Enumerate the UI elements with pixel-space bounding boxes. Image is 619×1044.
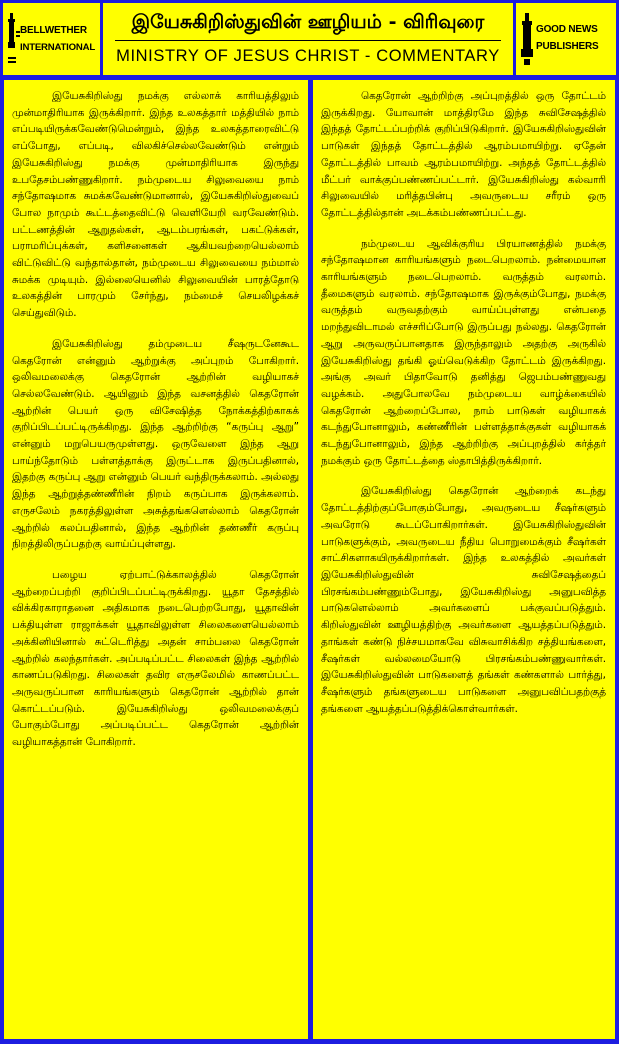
left-paragraph-1: இயேசுகிறிஸ்து நமக்கு எல்லாக் காரியத்திலும் முன்மாதிரியாக இருக்கிறார். இந்த உலகத்தார் மத்தியில் நாம் எப்படியிருக்கவேண்டுமென்றும், இந்த உலகத்தாரைவிட்டு எப்போது, எப்படி, விலகிச்செல்லவேண்டும் என்றும் இயேசுகிறிஸ்து நமக்கு முன்மாதிரியாக இருந்து உபதேசம்பண்ணுகிறார். நம்முடைய சிலுவையை நாம் சந்தோஷமாக சுமக்கவேண்டுமானால், இயேசுகிறிஸ்துவைப் போல நாமும் கூட்டத்தைவிட்டு வெளியேறி வரவேண்டும். பட்டணத்தின் ஆறுதல்கள், ஆடம்பரங்கள், பகட்டுக்கள், பராமரிப்புக்கள், களிசனைகள் ஆகியவற்றையெல்லாம் விட்டுவிட்டு வந்தால்தான், நம்முடைய சிலுவையை நம்மால் சுமக்க முடியும். இல்லையெனில் சிலுவையின் பாரத்தோடு உலகத்தின் பாரமும் சேர்ந்து, நம்மைச் செயலிழக்கச் செய்துவிடும். <box>12 90 299 320</box>
good-news-logo-mark <box>521 13 611 67</box>
good-news-logo-line2: PUBLISHERS <box>536 41 599 52</box>
title-box <box>103 3 513 75</box>
left-paragraph-2: இயேசுகிறிஸ்து தம்முடைய சீஷருடனேகூட கெதரோன் என்னும் ஆற்றுக்கு அப்புறம் போகிறார். ஒலிவமலைக்கு கெதரோன் ஆற்றின் வழியாகச் செல்லவேண்டும். ஆயினும் இந்த வசனத்தில் கெதரோன் ஆற்றின் பெயர் ஒரு விசேஷித்த நோக்கத்திற்காகக் குறிப்பிடப்பட்டிருக்கிறது. இந்த ஆற்றிற்கு “கருப்பு ஆறு” என்னும் மறுபெயருமுள்ளது. ஒருவேளை இந்த ஆறு பாய்ந்தோடும் பள்ளத்தாக்கு இருட்டாக இருப்பதினால், இதற்கு கருப்பு ஆறு என்னும் பெயர் வந்திருக்கலாம். அல்லது இந்த ஆற்றுத்தண்ணீரின் நிறம் கருப்பாக இருக்கலாம். எருசலேம் நகரத்திலுள்ள அசுத்தங்களெல்லாம் கெதரோன் ஆற்றில் கலப்பதினால், இந்த ஆற்றின் தண்ணீர் கருப்பு நிறத்திலிருப்பதற்கு வாய்ப்புள்ளது. <box>12 337 299 551</box>
bellwether-logo-line1: BELLWETHER <box>20 25 87 36</box>
right-paragraph-3: இயேசுகிறிஸ்து கெதரோன் ஆற்றைக் கடந்து தோட்டத்திற்குப்போகும்போது, அவருடைய சீஷர்களும் அவரோடு கூடப்போகிறார்கள். இயேசுகிறிஸ்துவின் பாடுகளுக்கும், அவருடைய நீதிய பொறுமைக்கும் சீஷர்கள் சாட்சிகளாகயிருக்கிறார்கள். இந்த உலகத்தில் அவர்கள் இயேசுகிறிஸ்துவின் சுவிசேஷத்தைப் பிரசங்கம்பண்ணும்போது, இயேசுகிறிஸ்து அனுபவித்த பாடுகளெல்லாம் அவர்களைப் பக்குவப்படுத்தும். கிறிஸ்துவின் ஊழியத்திற்கு அவர்களை ஆயத்தப்படுத்தும். தாங்கள் கண்டு நிச்சயமாகவே விசுவாசிக்கிற சத்தியங்களை, சீஷர்கள் வல்லமையோடு பிரசங்கம்பண்ணுவார்கள். இயேசுகிறிஸ்துவின் பாடுகளைத் தங்கள் கண்களால் பார்த்து, சீஷர்களும் தங்களுடைய பாடுகளை அனுபவிப்பதற்குத் தங்களை ஆயத்தப்படுத்திக்கொள்வார்கள். <box>321 485 606 715</box>
good-news-logo <box>516 3 616 75</box>
left-column <box>4 80 308 1039</box>
page-title-tamil: இயேசுகிறிஸ்துவின் ஊழியம் - விரிவுரை <box>131 11 485 33</box>
right-paragraph-2: நம்முடைய ஆவிக்குரிய பிரயாணத்தில் நமக்கு சந்தோஷமான காரியங்களும் நடைபெறலாம். நன்மையான காரியங்களும் நடைபெறலாம். வருத்தம் வரலாம். தீமைகளும் வரலாம். சந்தோஷமாக இருக்கும்போது, நமக்கு வருத்தம் வருவதற்கும் வாய்ப்புள்ளது என்பதை மறந்துவிடாமல் எச்சரிப்போடு இருப்பது நல்லது. கெதரோன் ஆறு அருவருப்பானதாக இருந்தாலும் அதற்கு அருகில் இயேசுகிறிஸ்து தங்கி ஓய்வெடுக்கிற தோட்டம் இருக்கிறது. அங்கு அவர் பிதாவோடு தனித்து ஜெபம்பண்ணுவது வழக்கம். அதுபோலவே நம்முடைய வாழ்க்கையில் கெதரோன் ஆற்றைப்போல, நாம் பாடுகள் வழியாகக் கடந்துபோனாலும், கண்ணீரின் பள்ளத்தாக்குகள் வழியாகக் கடந்துபோனாலும், இந்த ஆற்றிற்கு அப்புறத்தில் கர்த்தர் நமக்கும் ஒரு தோட்டத்தை ஸ்தாபித்திருக்கிறார். <box>321 237 606 467</box>
bellwether-logo <box>3 3 100 75</box>
left-paragraph-3: பழைய ஏற்பாட்டுக்காலத்தில் கெதரோன் ஆற்றைப்பற்றி குறிப்பிடப்பட்டிருக்கிறது. யூதா தேசத்தில் விக்கிரகாராதனை அதிகமாக நடைபெற்றபோது, யூதாவின் பக்தியுள்ள ராஜாக்கள் யூதாவிலுள்ள சிலைகளையெல்லாம் அக்கினியினால் சுட்டெரித்து அதன் சாம்பலை கெதரோன் ஆற்றில் கலந்தார்கள். அப்படிப்பட்ட சிலைகள் இந்த ஆற்றில் காணப்படுகிறது. சிலைகள் தவிர எருசலேமில் காணப்பட்ட அருவருப்பான காரியங்களும் கெதரோன் ஆற்றில் தான் கொட்டப்படும். இயேசுகிறிஸ்து ஒலிவமலைக்குப் போகும்போது அப்படிப்பட்ட கெதரோன் ஆற்றின் வழியாகத்தான் போகிறார். <box>12 568 299 749</box>
page-title-english: MINISTRY OF JESUS CHRIST - COMMENTARY <box>116 47 500 65</box>
title-divider <box>115 40 501 41</box>
right-column <box>313 80 615 1039</box>
header <box>3 3 616 75</box>
bellwether-logo-line2: INTERNATIONAL <box>20 42 96 53</box>
right-paragraph-1: கெதரோன் ஆற்றிற்கு அப்புறத்தில் ஒரு தோட்டம் இருக்கிறது. யோவான் மாத்திரமே இந்த சுவிசேஷத்தில் இந்தத் தோட்டப்பற்றிக் குறிப்பிடுகிறார். இயேசுகிறிஸ்துவின் பாடுகள் இந்தத் தோட்டத்தில் ஆரம்பமாயிற்று. ஏதேன் தோட்டத்தில் பாவம் ஆரம்பமாயிற்று. அந்தத் தோட்டத்தில் மீட்பர் வாக்குப்பண்ணப்பட்டார். இயேசுகிறிஸ்து கல்வாரி சிலுவையில் மரித்தபின்பு அவருடைய சரீரம் ஒரு தோட்டத்தில்தான் அடக்கம்பண்ணப்பட்டது. <box>321 90 606 219</box>
good-news-logo-line1: GOOD NEWS <box>536 24 598 35</box>
bellwether-logo-mark <box>8 13 98 67</box>
